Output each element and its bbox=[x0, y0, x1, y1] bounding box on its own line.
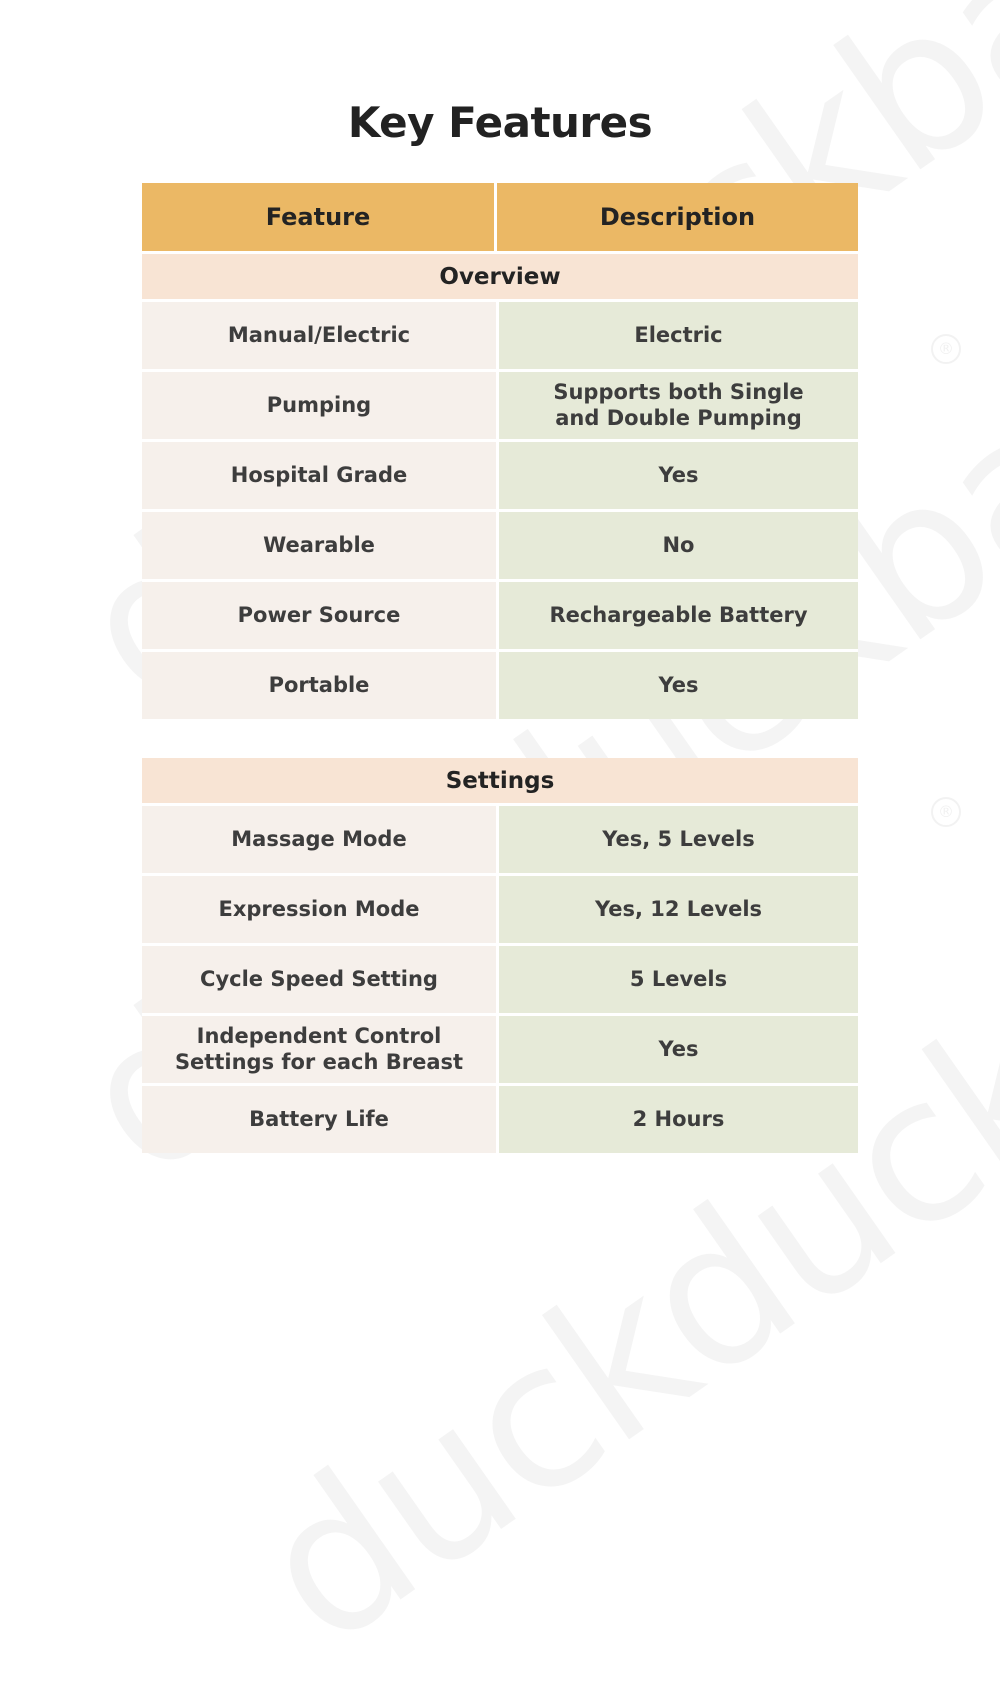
table-row bbox=[142, 302, 858, 372]
description-cell: 5 Levels bbox=[499, 946, 858, 1013]
features-table-overview bbox=[142, 183, 858, 719]
feature-cell: Hospital Grade bbox=[142, 442, 499, 509]
feature-cell: Massage Mode bbox=[142, 806, 499, 873]
page-title: Key Features bbox=[347, 98, 653, 147]
table-row bbox=[142, 652, 858, 719]
feature-cell: Expression Mode bbox=[142, 876, 499, 943]
table-row bbox=[142, 582, 858, 652]
table-row bbox=[142, 806, 858, 876]
feature-cell: Independent Control Settings for each Breast bbox=[142, 1016, 499, 1083]
header-description: Description bbox=[497, 183, 858, 251]
feature-cell: Cycle Speed Setting bbox=[142, 946, 499, 1013]
description-cell: Yes bbox=[499, 442, 858, 509]
description-cell: No bbox=[499, 512, 858, 579]
description-cell: Supports both Single and Double Pumping bbox=[499, 372, 858, 439]
description-cell: Electric bbox=[499, 302, 858, 369]
description-cell: Yes bbox=[499, 1016, 858, 1083]
feature-cell: Power Source bbox=[142, 582, 499, 649]
features-table-settings bbox=[142, 758, 858, 1153]
feature-cell: Manual/Electric bbox=[142, 302, 499, 369]
description-cell: Yes, 12 Levels bbox=[499, 876, 858, 943]
section-settings: Settings bbox=[142, 758, 858, 806]
description-cell: Rechargeable Battery bbox=[499, 582, 858, 649]
description-cell: Yes, 5 Levels bbox=[499, 806, 858, 873]
table-row bbox=[142, 372, 858, 442]
table-row bbox=[142, 1016, 858, 1086]
table-row bbox=[142, 876, 858, 946]
header-feature: Feature bbox=[142, 183, 497, 251]
table-row bbox=[142, 512, 858, 582]
registered-mark-icon: ® bbox=[931, 797, 961, 827]
table-row bbox=[142, 1086, 858, 1153]
feature-cell: Pumping bbox=[142, 372, 499, 439]
table-row bbox=[142, 442, 858, 512]
description-cell: 2 Hours bbox=[499, 1086, 858, 1153]
section-overview: Overview bbox=[142, 251, 858, 302]
feature-cell: Wearable bbox=[142, 512, 499, 579]
description-cell: Yes bbox=[499, 652, 858, 719]
registered-mark-icon: ® bbox=[931, 334, 961, 364]
table-row bbox=[142, 946, 858, 1016]
feature-cell: Battery Life bbox=[142, 1086, 499, 1153]
table-header-row bbox=[142, 183, 858, 251]
feature-cell: Portable bbox=[142, 652, 499, 719]
